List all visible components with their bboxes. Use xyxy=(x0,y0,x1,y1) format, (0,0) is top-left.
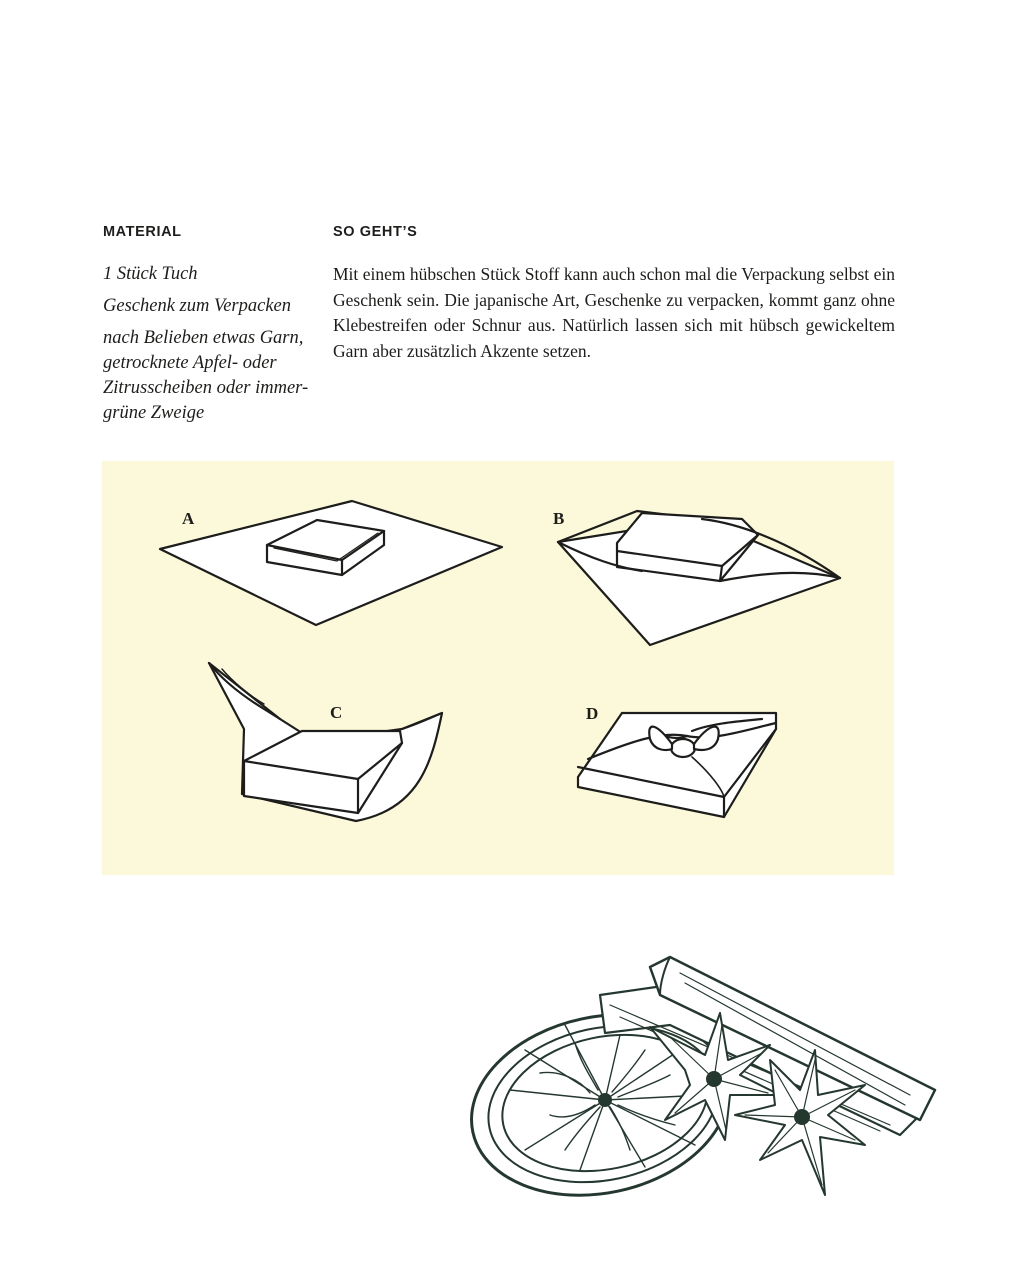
step-label-d: D xyxy=(586,704,599,723)
material-list xyxy=(103,262,318,433)
spices-illustration xyxy=(470,955,950,1255)
material-item: Geschenk zum Verpacken xyxy=(103,296,292,316)
step-label-a: A xyxy=(182,509,195,528)
step-label-b: B xyxy=(553,509,565,528)
material-item: nach Belieben etwas Garn, getrocknete Apfel- oder Zitrusscheiben oder immer-grüne Zweige xyxy=(103,328,309,423)
instructions-heading: SO GEHT’S xyxy=(333,224,418,240)
instructions-text: Mit einem hübschen Stück Stoff kann auch schon mal die Verpackung selbst ein Geschenk sein. Die japanische Art, Geschenke zu verpacken, kommt ganz ohne Klebestreifen oder Schnur aus. Natürlich lassen sich mit hübsch gewickeltem Garn aber zusätzlich Akzente setzen. xyxy=(333,264,895,361)
material-heading: MATERIAL xyxy=(103,224,182,240)
step-b-illustration xyxy=(558,511,840,645)
material-item: 1 Stück Tuch xyxy=(103,264,198,284)
wrapping-diagram xyxy=(102,461,894,875)
step-a-illustration xyxy=(160,501,502,625)
step-d-illustration xyxy=(578,713,776,817)
step-label-c: C xyxy=(330,703,343,722)
step-c-illustration xyxy=(209,663,442,821)
